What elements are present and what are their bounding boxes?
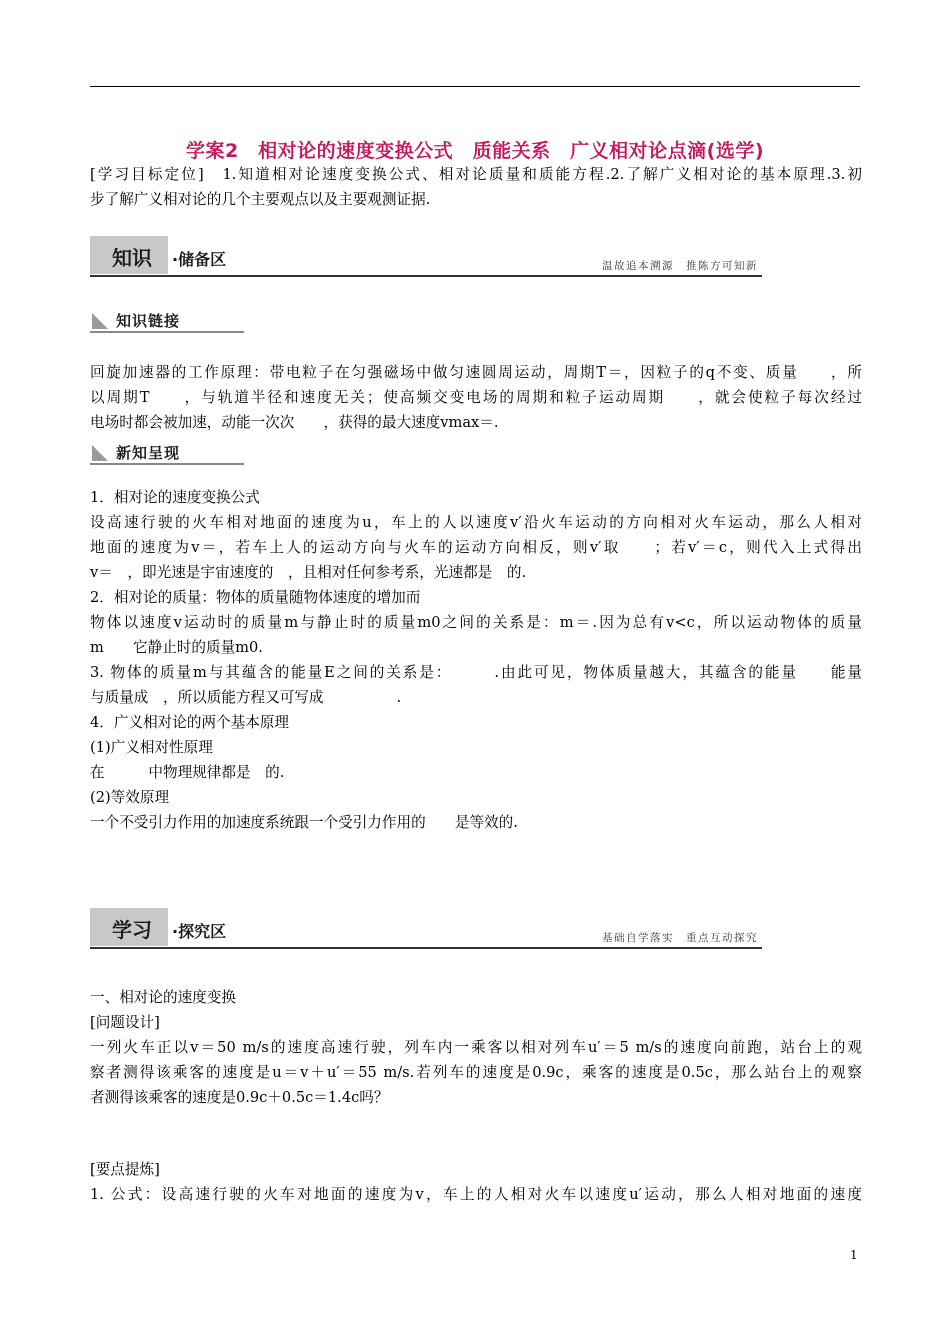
text-line: 察者测得该乘客的速度是u＝v＋u′＝55 m/s.若列车的速度是0.9c，乘客的速度是0.5c，那么站台上的观察 [90, 1064, 862, 1081]
header-rule [90, 86, 860, 87]
text-line: 一个不受引力作用的加速度系统跟一个受引力作用的 是等效的. [90, 814, 518, 831]
text-line: 一、相对论的速度变换 [90, 989, 236, 1006]
page-title: 学案2 相对论的速度变换公式 质能关系 广义相对论点滴(选学) [185, 140, 765, 162]
text-line: 地面的速度为v＝，若车上人的运动方向与火车的运动方向相反，则v′取 ；若v′＝c，则代入上式得出 [90, 539, 862, 556]
subheading-label: 知识链接 [116, 312, 181, 330]
banner-title: 知识 [112, 246, 152, 270]
page-number: 1 [850, 1248, 858, 1262]
text-line: 4．广义相对论的两个基本原理 [90, 714, 290, 731]
triangle-icon [92, 445, 108, 461]
banner-rule [90, 947, 762, 949]
new-knowledge-content [90, 485, 862, 835]
text-line: 设高速行驶的火车相对地面的速度为u，车上的人以速度v′沿火车运动的方向相对火车运动，那么人相对 [90, 514, 862, 531]
text-line: (1)广义相对性原理 [90, 739, 213, 756]
objectives-line: [学习目标定位] 1.知道相对论速度变换公式、相对论质量和质能方程.2.了解广义相对论的基本原理.3.初 [90, 166, 862, 183]
text-line: 回旋加速器的工作原理：带电粒子在匀强磁场中做匀速圆周运动，周期T＝，因粒子的q不变、质量 ，所 [90, 364, 862, 381]
text-line: (2)等效原理 [90, 789, 170, 806]
text-line: m 它静止时的质量m0. [90, 639, 263, 656]
banner-subtitle: ·探究区 [172, 922, 227, 941]
banner-rule [90, 275, 762, 277]
subheading-label: 新知呈现 [116, 444, 181, 462]
text-line: 在 中物理规律都是 的. [90, 764, 285, 781]
text-line: 物体以速度v运动时的质量m与静止时的质量m0之间的关系是：m＝.因为总有v<c，所以运动物体的质量 [90, 614, 862, 631]
banner-subtitle: ·储备区 [172, 250, 227, 269]
subheading-rule [90, 331, 244, 333]
text-line: 2．相对论的质量：物体的质量随物体速度的增加而 [90, 589, 421, 606]
text-line: 一列火车正以v＝50 m/s的速度高速行驶，列车内一乘客以相对列车u′＝5 m/s的速度向前跑，站台上的观 [90, 1039, 862, 1056]
banner-slogan: 温故追本溯源 推陈方可知新 [602, 260, 758, 272]
text-line: 者测得该乘客的速度是0.9c＋0.5c＝1.4c吗？ [90, 1089, 389, 1106]
banner-slogan: 基础自学落实 重点互动探究 [602, 932, 758, 944]
section-banner-study [90, 908, 762, 950]
banner-title: 学习 [112, 918, 152, 942]
text-line: 1. 公式：设高速行驶的火车对地面的速度为v，车上的人相对火车以速度u′运动，那么人相对地面的速度 [90, 1186, 862, 1203]
triangle-icon [92, 313, 108, 329]
learning-objectives [90, 162, 862, 212]
knowledge-link-paragraph [90, 360, 862, 435]
key-points-content [90, 1157, 862, 1207]
text-line: [要点提炼] [90, 1161, 160, 1178]
text-line: 1．相对论的速度变换公式 [90, 489, 260, 506]
section-banner-knowledge [90, 236, 762, 278]
text-line: 以周期T ，与轨道半径和速度无关；使高频交变电场的周期和粒子运动周期 ，就会使粒子每次经过 [90, 389, 862, 406]
text-line: 3. 物体的质量m与其蕴含的能量E之间的关系是： .由此可见，物体质量越大，其蕴含的能量 能量 [90, 664, 862, 681]
text-line: [问题设计] [90, 1014, 160, 1031]
text-line: 电场时都会被加速，动能一次次 ，获得的最大速度vmax＝. [90, 414, 499, 431]
objectives-line: 步了解广义相对论的几个主要观点以及主要观测证据. [90, 191, 431, 208]
text-line: v＝ ，即光速是宇宙速度的 ，且相对任何参考系，光速都是 的. [90, 564, 527, 581]
subheading-knowledge-link [90, 309, 244, 333]
subheading-new-knowledge [90, 441, 244, 465]
subheading-rule [90, 463, 244, 465]
text-line: 与质量成 ，所以质能方程又可写成 . [90, 689, 402, 706]
explore-content [90, 985, 862, 1110]
